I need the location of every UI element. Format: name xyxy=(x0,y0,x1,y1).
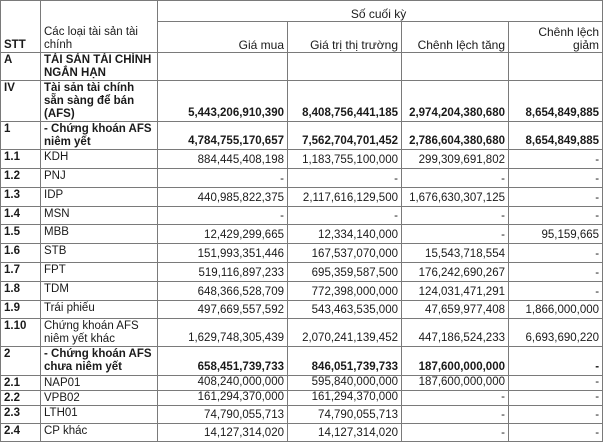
row-name: MBB xyxy=(41,225,158,244)
table-row xyxy=(1,391,603,406)
header-category: Các loại tài sản tài chính xyxy=(41,1,158,53)
row-increase: 176,242,690,267 xyxy=(402,263,509,282)
table-row xyxy=(1,406,603,424)
row-purchase-price xyxy=(158,53,288,81)
row-decrease: 6,693,690,220 xyxy=(509,319,603,347)
row-name: Chứng khoán AFS niêm yết khác xyxy=(41,319,158,347)
row-decrease: 95,159,665 xyxy=(509,225,603,244)
row-market-value: - xyxy=(288,169,402,188)
row-purchase-price: 151,993,351,446 xyxy=(158,244,288,263)
row-increase: 47,659,977,408 xyxy=(402,301,509,319)
row-name: IDP xyxy=(41,188,158,207)
row-decrease: 1,866,000,000 xyxy=(509,301,603,319)
row-purchase-price: 440,985,822,375 xyxy=(158,188,288,207)
row-name: PNJ xyxy=(41,169,158,188)
row-stt: 1.9 xyxy=(1,301,41,319)
row-market-value: 695,359,587,500 xyxy=(288,263,402,282)
table-row xyxy=(1,122,603,150)
row-market-value: 161,294,370,000 xyxy=(288,391,402,406)
row-decrease: 8,654,849,885 xyxy=(509,81,603,122)
header-decrease: Chênh lệch giảm xyxy=(509,22,603,53)
row-increase: - xyxy=(402,225,509,244)
row-purchase-price: 4,784,755,170,657 xyxy=(158,122,288,150)
table-row xyxy=(1,319,603,347)
row-stt: 2 xyxy=(1,347,41,376)
row-stt: 2.4 xyxy=(1,424,41,442)
row-name: KDH xyxy=(41,150,158,169)
row-name: Trái phiếu xyxy=(41,301,158,319)
table-row xyxy=(1,207,603,225)
row-decrease: - xyxy=(509,169,603,188)
row-decrease: - xyxy=(509,188,603,207)
row-increase: - xyxy=(402,169,509,188)
row-name: FPT xyxy=(41,263,158,282)
header-stt: STT xyxy=(1,1,41,53)
row-decrease: - xyxy=(509,150,603,169)
row-purchase-price: 12,429,299,665 xyxy=(158,225,288,244)
table-row xyxy=(1,347,603,376)
row-decrease: - xyxy=(509,207,603,225)
row-decrease: - xyxy=(509,376,603,391)
row-stt: 1.6 xyxy=(1,244,41,263)
row-increase: 2,974,204,380,680 xyxy=(402,81,509,122)
row-name: STB xyxy=(41,244,158,263)
row-increase: 15,543,718,554 xyxy=(402,244,509,263)
row-purchase-price: - xyxy=(158,207,288,225)
row-market-value: 7,562,704,701,452 xyxy=(288,122,402,150)
row-purchase-price: 5,443,206,910,390 xyxy=(158,81,288,122)
row-increase: - xyxy=(402,207,509,225)
table-row xyxy=(1,169,603,188)
row-increase: 187,600,000,000 xyxy=(402,376,509,391)
row-name: LTH01 xyxy=(41,406,158,424)
row-stt: 1.7 xyxy=(1,263,41,282)
row-stt: 1.3 xyxy=(1,188,41,207)
row-decrease: - xyxy=(509,263,603,282)
row-market-value: 2,117,616,129,500 xyxy=(288,188,402,207)
header-increase: Chênh lệch tăng xyxy=(402,22,509,53)
row-market-value: 167,537,070,000 xyxy=(288,244,402,263)
row-name: MSN xyxy=(41,207,158,225)
header-row-main xyxy=(1,1,603,22)
row-purchase-price: 884,445,408,198 xyxy=(158,150,288,169)
row-purchase-price: 648,366,528,709 xyxy=(158,282,288,301)
header-purchase-price: Giá mua xyxy=(158,22,288,53)
row-increase: - xyxy=(402,406,509,424)
row-market-value: 543,463,535,000 xyxy=(288,301,402,319)
table-row xyxy=(1,81,603,122)
row-decrease: - xyxy=(509,244,603,263)
row-increase: 2,786,604,380,680 xyxy=(402,122,509,150)
row-stt: 1.10 xyxy=(1,319,41,347)
row-stt: A xyxy=(1,53,41,81)
row-stt: 1.5 xyxy=(1,225,41,244)
row-increase: 187,600,000,000 xyxy=(402,347,509,376)
row-decrease: - xyxy=(509,424,603,442)
row-purchase-price: 519,116,897,233 xyxy=(158,263,288,282)
row-market-value: 8,408,756,441,185 xyxy=(288,81,402,122)
row-name: NAP01 xyxy=(41,376,158,391)
row-decrease: - xyxy=(509,282,603,301)
row-increase: 1,676,630,307,125 xyxy=(402,188,509,207)
table-row xyxy=(1,188,603,207)
row-decrease: 8,654,849,885 xyxy=(509,122,603,150)
row-increase: 447,186,524,233 xyxy=(402,319,509,347)
row-purchase-price: 658,451,739,733 xyxy=(158,347,288,376)
row-stt: 2.1 xyxy=(1,376,41,391)
row-purchase-price: 14,127,314,020 xyxy=(158,424,288,442)
row-stt: 1.8 xyxy=(1,282,41,301)
table-row xyxy=(1,244,603,263)
row-name: VPB02 xyxy=(41,391,158,406)
row-stt: 2.2 xyxy=(1,391,41,406)
row-name: - Chứng khoán AFS niêm yết xyxy=(41,122,158,150)
header-market-value: Giá trị thị trường xyxy=(288,22,402,53)
header-period-end: Số cuối kỳ xyxy=(158,1,603,22)
row-increase: 299,309,691,802 xyxy=(402,150,509,169)
row-increase xyxy=(402,53,509,81)
table-row xyxy=(1,150,603,169)
table-row xyxy=(1,376,603,391)
row-increase: - xyxy=(402,391,509,406)
row-stt: 2.3 xyxy=(1,406,41,424)
row-decrease xyxy=(509,53,603,81)
row-decrease: - xyxy=(509,406,603,424)
row-market-value xyxy=(288,53,402,81)
row-name: Tài sản tài chính sẵn sàng để bán (AFS) xyxy=(41,81,158,122)
table-body xyxy=(1,53,603,442)
row-market-value: 74,790,055,713 xyxy=(288,406,402,424)
row-purchase-price: - xyxy=(158,169,288,188)
row-market-value: 2,070,241,139,452 xyxy=(288,319,402,347)
row-stt: 1.4 xyxy=(1,207,41,225)
row-stt: 1 xyxy=(1,122,41,150)
table-row xyxy=(1,225,603,244)
row-name: TÀI SẢN TÀI CHÍNH NGẮN HẠN xyxy=(41,53,158,81)
row-increase: 124,031,471,291 xyxy=(402,282,509,301)
row-market-value: 595,840,000,000 xyxy=(288,376,402,391)
row-stt: 1.2 xyxy=(1,169,41,188)
row-stt: 1.1 xyxy=(1,150,41,169)
row-market-value: - xyxy=(288,207,402,225)
table-row xyxy=(1,424,603,442)
row-name: TDM xyxy=(41,282,158,301)
row-purchase-price: 1,629,748,305,439 xyxy=(158,319,288,347)
row-market-value: 12,334,140,000 xyxy=(288,225,402,244)
row-stt: IV xyxy=(1,81,41,122)
table-row xyxy=(1,53,603,81)
row-increase: - xyxy=(402,424,509,442)
table-row xyxy=(1,282,603,301)
row-decrease: - xyxy=(509,391,603,406)
row-purchase-price: 497,669,557,592 xyxy=(158,301,288,319)
row-market-value: 1,183,755,100,000 xyxy=(288,150,402,169)
row-purchase-price: 161,294,370,000 xyxy=(158,391,288,406)
row-market-value: 846,051,739,733 xyxy=(288,347,402,376)
row-name: CP khác xyxy=(41,424,158,442)
row-decrease: - xyxy=(509,347,603,376)
row-purchase-price: 74,790,055,713 xyxy=(158,406,288,424)
row-name: - Chứng khoán AFS chưa niêm yết xyxy=(41,347,158,376)
row-market-value: 14,127,314,020 xyxy=(288,424,402,442)
row-purchase-price: 408,240,000,000 xyxy=(158,376,288,391)
row-market-value: 772,398,000,000 xyxy=(288,282,402,301)
table-row xyxy=(1,263,603,282)
table-row xyxy=(1,301,603,319)
